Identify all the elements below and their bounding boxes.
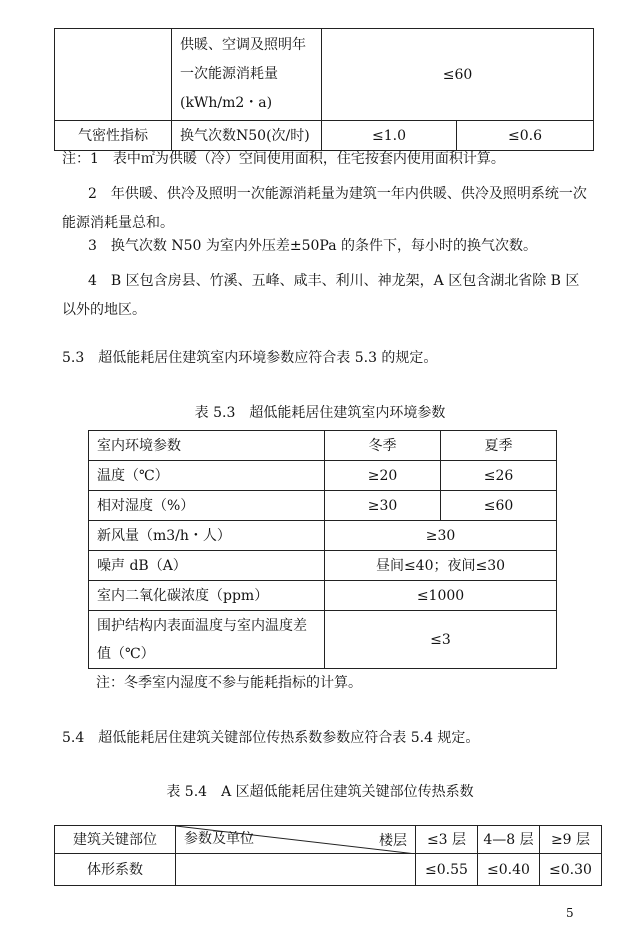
t53-header-summer: 夏季 xyxy=(441,431,557,461)
t54-header-diagonal-cell xyxy=(176,826,416,854)
note-1: 注：1 表中㎡为供暖（冷）空间使用面积，住宅按套内使用面积计算。 xyxy=(62,151,505,167)
t53-fresh-air-label: 新风量（m3/h・人） xyxy=(89,521,325,551)
t53-temp-winter: ≥20 xyxy=(325,461,441,491)
energy-consumption-label: 供暖、空调及照明年一次能源消耗量(kWh/m2・a) xyxy=(172,29,322,121)
t53-note: 注：冬季室内湿度不参与能耗指标的计算。 xyxy=(96,675,362,691)
t53-header-param: 室内环境参数 xyxy=(89,431,325,461)
t54-header-f2: 4—8 层 xyxy=(478,826,540,854)
t53-noise-value: 昼间≤40；夜间≤30 xyxy=(325,551,557,581)
t53-header-winter: 冬季 xyxy=(325,431,441,461)
t53-humidity-winter: ≥30 xyxy=(325,491,441,521)
t53-surface-temp-value: ≤3 xyxy=(325,611,557,669)
airtightness-category: 气密性指标 xyxy=(55,121,172,151)
air-change-value-2: ≤0.6 xyxy=(457,121,594,151)
t53-surface-temp-label: 围护结构内表面温度与室内温度差值（℃） xyxy=(89,611,325,669)
t53-temp-summer: ≤26 xyxy=(441,461,557,491)
note-4: 4 B 区包含房县、竹溪、五峰、咸丰、利川、神龙架，A 区包含湖北省除 B 区以外的地区。 xyxy=(62,273,580,318)
t54-shape-coefficient-v3: ≤0.30 xyxy=(540,854,602,886)
note-3: 3 换气次数 N50 为室内外压差±50Pa 的条件下，每小时的换气次数。 xyxy=(88,238,538,254)
table-5-3 xyxy=(88,430,557,669)
t53-co2-label: 室内二氧化碳浓度（ppm） xyxy=(89,581,325,611)
air-change-value-1: ≤1.0 xyxy=(322,121,457,151)
t54-header-floor: 楼层 xyxy=(379,833,407,849)
section-5-3: 5.3 超低能耗居住建筑室内环境参数应符合表 5.3 的规定。 xyxy=(62,350,438,366)
t53-fresh-air-value: ≥30 xyxy=(325,521,557,551)
table-5-4 xyxy=(54,825,602,886)
t54-header-param: 参数及单位 xyxy=(184,831,254,847)
t54-header-f3: ≥9 层 xyxy=(540,826,602,854)
energy-table-continued xyxy=(54,28,594,151)
table-5-4-caption: 表 5.4 A 区超低能耗居住建筑关键部位传热系数 xyxy=(166,784,474,800)
t54-header-part: 建筑关键部位 xyxy=(55,826,176,854)
note-2: 2 年供暖、供冷及照明一次能源消耗量为建筑一年内供暖、供冷及照明系统一次能源消耗量总和。 xyxy=(62,186,587,231)
t53-noise-label: 噪声 dB（A） xyxy=(89,551,325,581)
table-5-3-caption: 表 5.3 超低能耗居住建筑室内环境参数 xyxy=(194,405,446,421)
page-number: 5 xyxy=(566,906,574,920)
t53-humidity-summer: ≤60 xyxy=(441,491,557,521)
t54-shape-coefficient-v1: ≤0.55 xyxy=(416,854,478,886)
t54-shape-coefficient-label: 体形系数 xyxy=(55,854,176,886)
section-5-4: 5.4 超低能耗居住建筑关键部位传热系数参数应符合表 5.4 规定。 xyxy=(62,730,480,746)
energy-consumption-value: ≤60 xyxy=(322,29,594,121)
t54-header-f1: ≤3 层 xyxy=(416,826,478,854)
t53-co2-value: ≤1000 xyxy=(325,581,557,611)
t54-shape-coefficient-v2: ≤0.40 xyxy=(478,854,540,886)
t54-shape-coefficient-param xyxy=(176,854,416,886)
t53-humidity-label: 相对湿度（%） xyxy=(89,491,325,521)
table-cell-empty xyxy=(55,29,172,121)
air-change-label: 换气次数N50(次/时) xyxy=(172,121,322,151)
t53-temp-label: 温度（℃） xyxy=(89,461,325,491)
